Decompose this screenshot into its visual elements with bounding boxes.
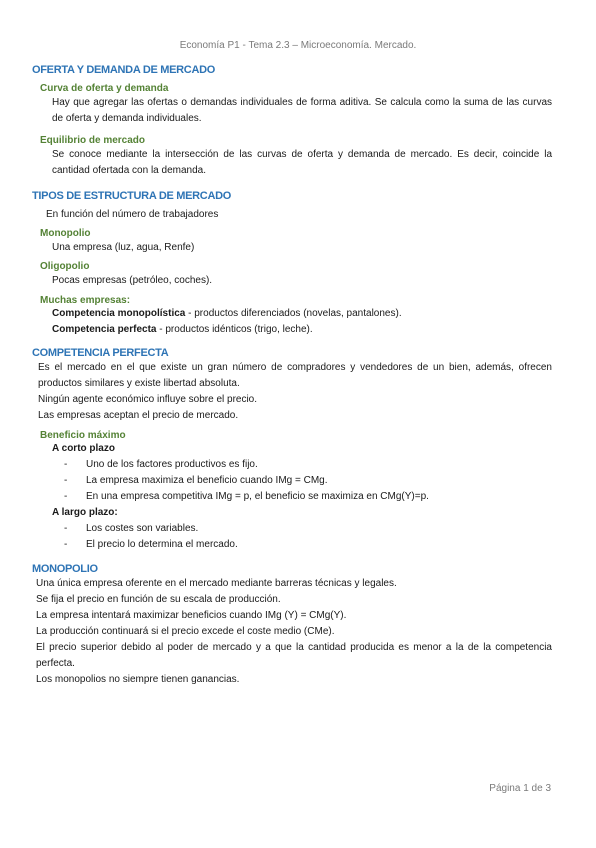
subtitle-beneficio-maximo: Beneficio máximo <box>40 430 126 441</box>
subtitle-equilibrio: Equilibrio de mercado <box>40 135 146 146</box>
section-title-oferta-demanda: OFERTA Y DEMANDA DE MERCADO <box>32 64 215 76</box>
list-item <box>64 473 552 489</box>
dash-bullet-icon: - <box>64 491 68 502</box>
label-competencia-monopolistica: Competencia monopolística <box>52 308 186 319</box>
subtitle-curva: Curva de oferta y demanda <box>40 83 169 94</box>
list-corto-plazo <box>64 457 552 505</box>
text-oligopolio: Pocas empresas (petróleo, coches). <box>52 275 213 286</box>
intro-tipos: En función del número de trabajadores <box>46 209 219 220</box>
list-item-text: La empresa maximiza el beneficio cuando IMg = CMg. <box>86 475 328 486</box>
subtitle-muchas-empresas: Muchas empresas: <box>40 295 131 306</box>
paragraph-cp-aceptan: Las empresas aceptan el precio de mercado. <box>38 410 239 421</box>
item-competencia-perfecta <box>52 322 552 338</box>
list-item-text: Los costes son variables. <box>86 523 199 534</box>
paragraph-curva: Hay que agregar las ofertas o demandas individuales de forma aditiva. Se calcula como la suma de las curvas de oferta y demanda individuales. <box>52 97 552 124</box>
monopolio-line: Los monopolios no siempre tienen ganancias. <box>36 674 240 685</box>
paragraph-cp-precio: Ningún agente económico influye sobre el precio. <box>38 394 258 405</box>
monopolio-line: Una única empresa oferente en el mercado mediante barreras técnicas y legales. <box>36 578 397 589</box>
list-item-text: En una empresa competitiva IMg = p, el beneficio se maximiza en CMg(Y)=p. <box>86 491 429 502</box>
monopolio-line: Se fija el precio en función de su escala de producción. <box>36 594 281 605</box>
monopolio-line: La producción continuará si el precio excede el coste medio (CMe). <box>36 626 335 637</box>
section-title-tipos-estructura: TIPOS DE ESTRUCTURA DE MERCADO <box>32 190 231 202</box>
list-largo-plazo <box>64 521 552 553</box>
label-competencia-perfecta: Competencia perfecta <box>52 324 157 335</box>
dash-bullet-icon: - <box>64 523 68 534</box>
monopolio-paragraphs <box>36 576 552 688</box>
desc-competencia-monopolistica: - productos diferenciados (novelas, pantalones). <box>185 308 402 319</box>
item-competencia-monopolistica <box>52 306 552 322</box>
subtitle-oligopolio: Oligopolio <box>40 261 90 272</box>
monopolio-line: La empresa intentará maximizar beneficios cuando IMg (Y) = CMg(Y). <box>36 610 347 621</box>
list-item-text: Uno de los factores productivos es fijo. <box>86 459 258 470</box>
section-title-monopolio: MONOPOLIO <box>32 563 98 575</box>
dash-bullet-icon: - <box>64 459 68 470</box>
list-item <box>64 521 552 537</box>
monopolio-line: El precio superior debido al poder de mercado y a que la cantidad producida es menor a la de la competencia perfecta. <box>36 642 552 669</box>
document-body <box>32 64 552 688</box>
list-item <box>64 489 552 505</box>
label-corto-plazo: A corto plazo <box>52 443 115 454</box>
list-item <box>64 537 552 553</box>
list-item-text: El precio lo determina el mercado. <box>86 539 238 550</box>
paragraph-equilibrio: Se conoce mediante la intersección de las curvas de oferta y demanda de mercado. Es decir, coincide la cantidad ofertada con la demanda. <box>52 149 552 176</box>
text-monopolio: Una empresa (luz, agua, Renfe) <box>52 242 195 253</box>
subtitle-monopolio: Monopolio <box>40 228 91 239</box>
label-largo-plazo: A largo plazo: <box>52 507 118 518</box>
page-header: Economía P1 - Tema 2.3 – Microeconomía. Mercado. <box>179 40 417 51</box>
paragraph-cp-definicion: Es el mercado en el que existe un gran número de compradores y vendedores de un bien, además, ofrecen productos similares y existe libertad absoluta. <box>38 362 552 389</box>
page-number: Página 1 de 3 <box>489 783 551 794</box>
dash-bullet-icon: - <box>64 539 68 550</box>
dash-bullet-icon: - <box>64 475 68 486</box>
desc-competencia-perfecta: - productos idénticos (trigo, leche). <box>156 324 313 335</box>
section-title-competencia-perfecta: COMPETENCIA PERFECTA <box>32 347 169 359</box>
list-item <box>64 457 552 473</box>
